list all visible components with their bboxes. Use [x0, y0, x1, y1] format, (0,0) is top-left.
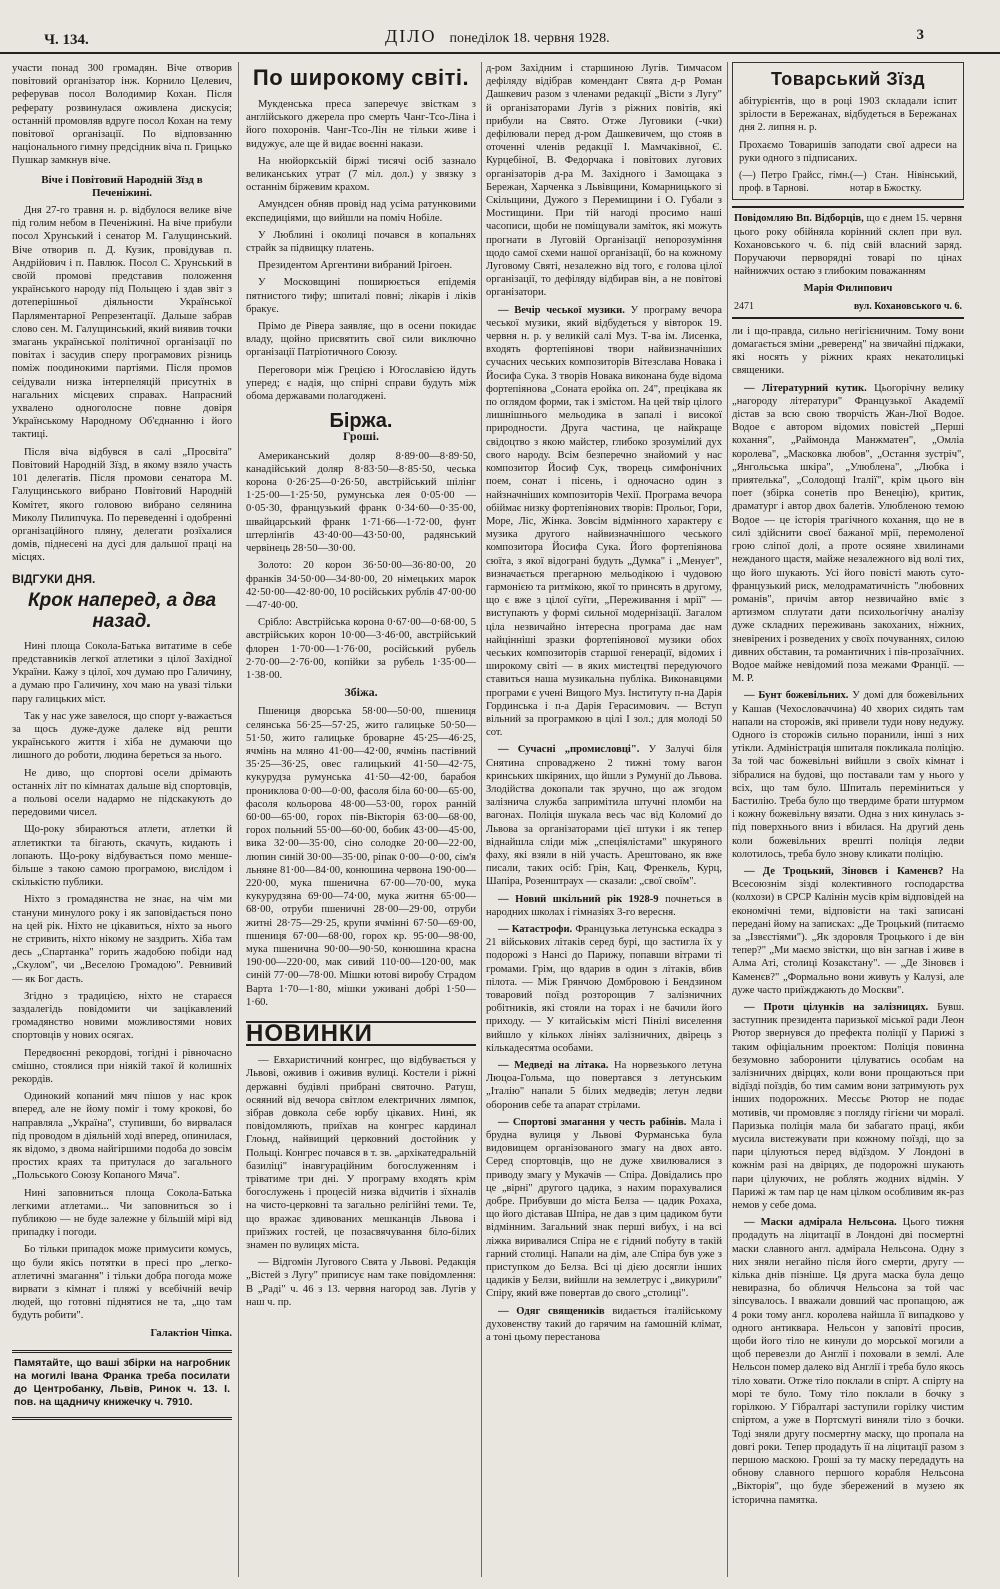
issue-number: Ч. 134. [44, 32, 89, 48]
news-item-title: — Сучасні „промисловці". [498, 744, 640, 756]
article-subheading: Віче і Повітовий Народній Зїзд в Печеніжині. [41, 173, 203, 199]
news-item-text: На Всесоюзнім зізді колективного господарства (колхози) в СРСР Калінін мусів крім відповідей на економічні теми, відповісти на такі записані передані йому на записках: „Де Троцький (питаємо за „Ізвєстіями"). „Як здоровля Троцького і де він тепер?" „Ми маємо звістки, що він загнав і живе в Алма Аті, столиці Козакстану". — „Де Зіновєв і Каменєв?" „Формально вони живуть у Калузі, але дуже часто приїжджають до Москви". [732, 865, 964, 996]
column-2 [246, 62, 476, 1582]
news-item-text: У домі для божевільних у Кашав (Чехословаччина) 40 хворих сидять там напали на сторожів, які привели туди нову недужу. Одного із сторожів сильно поранили, інші з них утікли. Адміністрація шпиталя покликала поліцію. За той час божевільні вийшли з своїх кімнат і зібралися на будові, що поставали там у нього у всіх, що там було. Шпиталь переміниться у Бастилію. Треба було що твердиме брати штурмом і кожну божевільну вязати. Одна з них кинулась з-під поверхнього вниз і вбилася. На другий день коли божевільних врешті поліція ледви колотилось, треба було знову кликати поліцію. [732, 690, 964, 860]
advert-text: абітурієнтів, що в році 1903 складали іспит зрілости в Бережанах, відбудеться в Бережанах дня 2. липня н. р. [739, 96, 957, 134]
article-headline: По широкому світі. [252, 65, 470, 90]
news-item: ли і що-правда, сильно негігієничним. Тому вони домагається зміни „реверенд" на звичайні піджаки, які носять у ріжних краях некатолицькі священики. [732, 325, 964, 377]
news-item-title: — Маски адмірала Нельсона. [744, 1217, 897, 1229]
column-divider [481, 62, 482, 1577]
news-item-title: — Бунт божевільних. [744, 690, 849, 702]
news-item-text: Французька летунська ескадра з 21 військових літаків серед бурі, що застигла їх у подорожі з Нансі до Парижу, попавши вітрами ті громами. Грім, що вдарив в один з літаків, вбив пілота. — Між Грянчою Домбровою і Бендзином товаровий поїзд розторощив 7 залізничних робітників, які стояли на торах і не бачили його приходу. — У китайськім місті Пінілі виселення вийшло у кількох лініях залізничних, двірець з кількадесятма особами. [486, 924, 722, 1054]
shop-notice-title: Повідомляю Вп. Відборців, [734, 213, 864, 225]
notice-text: Памятайте, що ваші збірки на нагробник на могилі Івана Франка треба посилати до Центробанку, Львів, Ринок ч. 13. І. пов. на щадничу книжечку ч. 7910. [14, 1356, 230, 1408]
issue-date: понеділок 18. червня 1928. [449, 31, 610, 46]
news-item-text: Цьогорічну велику „нагороду літератури" Французької Академії дістав за всю свою творчість Жан-Люї Водое. Водое є автором відомих повістей „Перші кохання", „Раймонда Манжматен", „Омліа королева", „Масковка любов", „Остання зустріч", „Янгольська шкіра", „Улюблена", „Любка і приятелька", „Солодощі Італії", крім цього він поет (збірка сонетів про Венецію), критик, драматург і автор двох балетів. Улюбленою темою Водое — це історія трагічного кохання, що не в силі здійснити своєї бажаної мрії, перемоленої грою сліпої долі, а проте осяяне хвилинами нежданого щастя, майже незалежного від волі тих, що його шукають. Усі його повісті мають суто-французький риск, мелодраматичність "любовних романів", причім автор незвичайно вміє з артизмом сплутати дати психольогічну аналізу дуже складних переживань закоханих, ніжних, зневірених і розведених у своїх почуваннях, силою дивних обставин, та романтичних і пів-прозаїчних. Водое майже невідомий поза межами Франції. — М. Р. [732, 382, 964, 685]
article-paragraph: Не диво, що спортові осели дрімають останніх літ по кімнатах дальше від спортовців, а польові осели надармо не підскакують до передовими чисел. [12, 767, 232, 819]
news-item-text: На норвезького летуна Люцоа-Гольма, що повертався з летунським „Італію" напали 5 білих медведів; летун ледви оборонив себе та апарат стрілами. [486, 1060, 722, 1111]
newspaper-name: ДІЛО [385, 26, 437, 46]
news-item [732, 1001, 964, 1212]
advert-signature: (—) Петро Грайсс, гімн. проф. в Тарнові. [739, 170, 850, 195]
news-item: Мукденська преса заперечує звісткам з англійського джерела про смерть Чанг-Тсо-Ліна і його похоронів. Чанг-Тсо-Лін не тільки живе і видужує, але ще й видає воєнні накази. [246, 99, 476, 150]
advert-signature: (—) Стан. Нівінський, нотар в Бжостку. [849, 170, 957, 195]
news-item-text: видається італійському духовенству такий до гарячим на ґамошній клімат, а тоні цьому перестанова [486, 1305, 722, 1344]
shop-notice-number: 2471 [734, 300, 754, 312]
exchange-silver: Срібло: Австрійська корона 0·67·00—0·68·00, 5 австрійських корон 10·00—3·46·00, австрійський флорен 1·70·00—1·76·00, російський рубель 2·70·00—2·76·00, копійки за рубель 1·35·00—1·38·00. [246, 617, 476, 681]
column-4 [732, 62, 964, 1582]
news-item-title: — Вечір чеської музики. [498, 304, 625, 316]
news-item [732, 689, 964, 861]
shop-notice-footer [734, 300, 962, 313]
news-item: У Московщині поширюється епідемія пятнистого тифу; шпиталі повні; лікарів і ліків бракує. [246, 277, 476, 315]
news-item: У Люблині і околиці почався в копальнях страйк за підвищку платень. [246, 229, 476, 255]
author-signature: Галактіон Чіпка. [150, 1327, 232, 1339]
news-item-title: — Де Троцький, Зіновєв і Каменєв? [744, 865, 944, 877]
advert-text: Прохаємо Товаришів заподати свої адреси на руки одного з підписаних. [739, 139, 957, 164]
column-divider [238, 62, 239, 1577]
news-item-title: — Медведі на літака. [498, 1060, 609, 1072]
news-item: — Відгомін Лугового Свята у Львові. Редакція „Вістей з Лугу" приписує нам таке повідомлення: В „Раді" ч. 46 з 13. червня нагород зав. Лугів у наш ч. пр. [246, 1257, 476, 1308]
news-item [486, 923, 722, 1055]
news-item [486, 1059, 722, 1112]
news-section-heading: НОВИНКИ [246, 1021, 476, 1046]
exchange-money: Американський доляр 8·89·00—8·89·50, канадійський доляр 8·83·50—8·85·50, чеська корона 0·26·25—0·26·50, австрійський шілінг 1·25·00—1·25·50, румунська лея 0·05·00 —0·05·30, французький франк 0·34·60—0·35·00, швайцарський франк 1·71·66—1·72·00, фунт штерлінґів 43·40·00—43·50·00, радянський червінець 28·50—30·00. [246, 450, 476, 555]
shop-notice [732, 206, 964, 318]
column-1 [12, 62, 232, 1582]
shop-notice-signature: Марія Филипович [803, 283, 893, 295]
shop-notice-text [734, 212, 962, 278]
news-item-title: — Катастрофи. [498, 924, 573, 935]
news-item: Амундсен обняв провід над усіма ратунковими експедиціями, що вийшли на поміч Нобіле. [246, 199, 476, 224]
news-item-title: — Спортові змагання у честь рабінів. [498, 1116, 687, 1128]
article-headline: Крок наперед, а два назад. [27, 589, 217, 632]
reunion-advert [732, 62, 964, 200]
news-item: Переговори між Грецією і Югославією йдуть уперед; є надія, що спірні справи будуть між обома державами полагоджені. [246, 364, 476, 403]
article-paragraph: Після віча відбувся в салі „Просвіта" Повітовий Народній Зїзд, в якому взяло участь 101 делегатів. Після промови сенатора М. Галущинського вибрано Повітовий Народній Комітет, якого головою вибрано селянина Миколу Пилипчука. По переведенні і одобренні організаційного пляну, делегати розїхалися домів, піднесені на дусі для дальшої праці на місцях. [12, 446, 232, 564]
page-number: 3 [916, 27, 924, 43]
news-item [732, 1216, 964, 1506]
column-3 [486, 62, 722, 1582]
shop-notice-address: вул. Кохановського ч. 6. [853, 300, 962, 312]
exchange-heading: Біржа. [329, 410, 393, 433]
news-item-title: — Новий шкільний рік 1928-9 [498, 893, 659, 905]
advert-title: Товарський Зїзд [770, 69, 926, 89]
article-paragraph: Передвоєнні рекордові, тогідні і рівночасно смішно, стоялися при ніякій такої й колишніх рекордів. [12, 1047, 232, 1086]
news-item-text: Цього тижня продадуть на ліцитації в Лондоні дві посмертні маски славного англ. адмірала Нельсона. Одну з них зняли негайно після його смерти, другу — кілька днів пізніше. Ця друга маска була дещо невиразна, бо обличчя Нельсона за той час зіпсувалось. І вважали довший час пропащою, аж 4 роки тому англ. королева найшла її випадково у одного антиквара. Нельсон у заповіті просив, щоби його тіло не кинули до морської могили а щоб перевезли до Англії і поховали в землі. Але Нельсон помер далеко від Англії і треба було якось тіло ховати. Отже тіло поклали в спірт. А спірту на морі те було. Тому тіло поклали в бочку з горілкою. У Гібралтарі заступили горілку чистим спіртом, а уже в Портсмуті виняли тіло з бочки. Тоді зняли другу посмертну маску, що пропала на довгі роки. Тепер продадуть її на ліцитації разом з першою маскою. Гроші за ту маску передадуть на обнову славного першого корабля Нельсона „Вікторія", що буде збережений в музею як історична памятка. [732, 1217, 964, 1506]
article-paragraph: участи понад 300 громадян. Віче отворив повітовий організатор інж. Корнило Целевич, реферував посол Володимир Кохан. Після реферату розвинулася оживлена дискусія; останній промовляв вдруге посол Кохан на тему повітової організації. По відповзанню національного гимну предсідник віча п. Грицько Пушкар замкнув віче. [12, 63, 232, 167]
news-item: — Евхаристичний конгрес, що відбувається у Львові, оживив і оживив вулиці. Костели і ріжні державні будівлі прибрані святочно. Ратуш, осяяний від вечора світлом електричних лямпок, зібрав довкола себе юрбу цікавих. Нині, як повідомляють, приїхав на конгрес кардинал Глоьнд, найвищий церковний достойник у Польщі. Конгрес почався в т. зв. „архікатедральній базиліці" інавгураційним богослуженням і тріватиме три дні. У програму входять крім богослужень і процесій низка відчитів і зїхналів на чисто-церковні та загально релігійні теми. Те, що вражає здивованих мешканців Львова і приїзжих гостей, це позасвячування біло-білих знамен по вулицях міста. [246, 1055, 476, 1252]
news-item-text: Мала і брудна вулиця у Львові Фурманська була видовищем організованого змагу на двох авто. Серед спортовців, що не дуже хвилювалися з приводу змагу у Мукачів — Спіра. Довідались про це „вірні" другого цадика, з нахим порахувалися добре. Прибувши до міста Белза — цадик Рохаха, що його діставав Шпіра, не дав з цим цадиком бути відмінним. Загальний знак перші вибух, і на всі ліжка виривалися Спіра не є гідний побуту в такій гарний столиці. Напали на дім, але Спіра був уже з приступком до Белза. Всі ці дією досягли інших цадиків у Белзи, вийшли на землетрус і „викурили" Спіру, який вже повертав до свого „столиці". [486, 1116, 722, 1300]
news-item-text: У Залучі біля Снятина спроваджено 2 тижні тому вагон кринських шкіряних, що йшли з Румунії до Львова. Злодійства докопали так зручно, що аж згодом залізнича служба запримітила штучні пломби на вагонах. Поліція шукала весь час від Коломиї до Львова за організаторами цієї штуки і як тепер віднайшла сліди між „спеціялістами" шкуряного фаху, які взяли в ній участь. Арештовано, як вже писали, таких осіб: Грін, Кац, Френкель, Курц, Шапіра, Розенштраух — сказали: „свої своїм". [486, 744, 722, 888]
exchange-grain: Пшениця дворська 58·00—50·00, пшениця селянська 56·25—57·25, жито галицьке 50·50—51·50, жито галицьке броварне 45·25—46·25, ячмінь на мляно 41·00—42·00, ячмінь пастівний 35·25—36·25, овес галицький 41·50—42·75, кукурудза румунська 41·50—42·00, барабоя прониклова 0·00—0·00, фасоля біла 60·00—65·00, фасоля кольорова 48·00—53·00, горох ранній 60·00—65·00, горох пів-Вікторія 63·00—68·00, горох польний 55·00—60·00, бобик 43·00—45·00, вика 32·00—35·00, сіно солодке 20·00—22·00, люпин синій 30·00—35·00, ріпак 0·00—0·00, сім'я льняне 81·00—84·00, конюшина червона 190·00—220·00, мука пшенична 67·00—70·00, мука кукурудзяна 69·00—74·00, мука житня 65·00—68·00, отруби пшеничні 28·00—29·00, отруби житні 28·75—29·25, крупи ячмінні 67·50—69·00, пшениця 67·00—68·00, горох кр. 95·00—98·00, мука пшенична 90·00—90·50, конюшина красна 190·00—220·00, мак сивий 110·00—120·00, мак синій 77·00—78·00. Мішки ютові виробу Страдом Варта 1·70—1·80, мішки уживані добрі 1·50—1·60. [246, 706, 476, 1008]
shop-notice-body: що є днем 15. червня цього року обійняла корінний склеп при вул. Кохановського ч. 6. під свій власний заряд. Поручаючи перворядні товарі по цінах найнижчих остаю з глибоким поважанням [734, 213, 962, 278]
exchange-subheading: Гроші. [342, 429, 380, 444]
section-label: ВІДГУКИ ДНЯ. [12, 571, 96, 586]
news-item [486, 304, 722, 740]
news-item-title: — Проти цілунків на залізницях. [744, 1002, 929, 1013]
news-item-text: У програму вечора чеської музики, який відбудеться у вівторок 19. червня н. р. у великій салі Муз. Т-ва ім. Лисенка, входять фортепіянові твори найвизначніших сучасних чеських композиторів Вітезслава Новака і Йосифа Сука. З творів Новака виконана буде відома фортепіянова „Соната еройка оп. 24", прецікава як по оглядом форми, так і змістом. На цей твір цілого лишнішнього мельодика в запалі і високої природности. Друга частина, це найкраще свідоцтво з якою майстер, глибоко зрозумілий дух свого народу. Всім безперечно знайомий у нас композитор Йосиф Сук, творець симфонічних поем, сонат і пісень, і одночасно один з найзначніших композиторів Чехії. Програма вечора обіймає низку фортепіянових творів: Прольог, Гори, Море, Ліс, Жінка. Зовсім відмінного характеру є музика другого найвизначнішого чеського композитора Йосифа Сука. Його фортепіянова сюїта, з якої відограні будуть „Думка" і „Менует", визначається прегарною мельодікою і чудовою гармонією та ритмікою, якої то принсять в другому, що є вже з цілої суїти, „Переживання і мрії" — виступають у формі сильної модернізації. Загалом ціла незвичайно інтересна програма дає нам найцінніші зразки фортепіянової музики обох чеських композиторів старшої генерації, відомих і широкому світі — в яких мистецтві передуючого ставиться наша музикальна публіка. Виконавцями програми є учені Вищого Муз. Інституту п-на Дарія Гординська і п-а Дарія Герасимович. — Вступ вільний за програмкою в цілі І зол.; для молоді 50 сот. [486, 304, 722, 739]
column-divider [727, 62, 728, 1577]
news-item-text: почнеться в народних школах і гімназіях 3-го вересня. [486, 893, 722, 918]
article-paragraph: Нині площа Сокола-Батька витатиме в себе представників легкої атлетики з цілої Західної України. Кажу з цілої, хоч думаю про Галичину, а думаю про Галичину, хоч маю на увазі тільки пару галицьких міст. [12, 640, 232, 705]
news-item: д-ром Західним і старшиною Лугів. Тимчасом дефіляду відібрав комендант Свята д-р Роман Дашкевич разом з членами редакції „Вісти з Лугу" й організаторами Лугів з ріжних повітів, які прибули на Свято. Отже Луговики (-чки) дефілювали перед д-ром Дашкевичем, що стояв в оточенні членів редакції І. Мамчаківної, Є. Курцебіної, В. Федорчака і повітових лугових організаторів д-ра М. Західного і Замощака з Бережан, Харченка з Львівщини, Комарницького зі Скільщини, Дужого з Перемищини і О. Губали з Мостищини. При тій нагоді просимо наші часописи, щоби не поміщували заміток, які можуть прогнати в Луговій Організації непорозуміння щодо самої схеми нашої організації, бо на кожному Луговому Святі, незалежно від того, є голова цілої організації, то дефіляду відбирав він, а не повітові організатори. [486, 63, 722, 299]
news-item [486, 1305, 722, 1345]
news-item [732, 382, 964, 686]
news-item-title: — Одяг священиків [498, 1305, 605, 1317]
franko-notice [12, 1350, 232, 1420]
article-paragraph: Дня 27-го травня н. р. відбулося велике віче під голим небом в Печеніжині. На віче прибули посол Хрунський і сенатор М. Галущинський. Віче отворив п. Д. Кузик, провідував п. Андрійович і п. Павлюк. Посол С. Хрунський в своїй промові представив положення українського народу під Польщею і здав звіт з дотеперішньої діяльности Української Парляментарної Репрезентації. Дальше забрав слово сен. М. Галущинський, який виявив точки змагань української політичної організації по повітах і засудив сперу програмових різниць поміж поодинокими партіями. Після промов сеідували низка інтерпеляцій присутніх в нагальних місцевих справах. Напрасний ухвалено одноголосне повне довіря Українському Народному Об'єднанню і його тактиці. [12, 205, 232, 441]
article-paragraph: Нині заповниться площа Сокола-Батька легкими атлетами... Чи заповниться зо і публикою — не буде залежне у більшій мірі від припадку і погоди. [12, 1187, 232, 1239]
grain-heading: Збіжа. [344, 685, 378, 700]
news-item: Президентом Аргентини вибраний Ірігоен. [258, 260, 453, 272]
news-item: Прімо де Рівера заявляє, що в осени покидає владу, щойно присвятить свої сили виключно організації Патріотичного Союзу. [246, 321, 476, 359]
news-item [486, 743, 722, 888]
article-paragraph: Що-року збираються атлети, атлетки й атлетиктки та бігають, скачуть, кидають і лопають. Що-року відбувається помо менше-більше з такою самою програмою, вислідом і скількістю публики. [12, 824, 232, 889]
article-paragraph: Ніхто з громадянства не знає, на чім ми стануни минулого року і як заповідається поно на цей рік. Ніхто не цікавиться, ніхто за нього не стривить, ніхто нікому не заздрить. Хіба там десь „Спартанка" горить жадобою побіди над „Скулом", чи „Веселою Громадою". Ревнивий — як Бог дасть. [12, 894, 232, 985]
newspaper-title [385, 26, 610, 47]
news-item [732, 865, 964, 997]
article-paragraph: Одинокий копаний мяч пішов у нас крок вперед, але не йому поміг і тому крокові, бо направляла „Україна", ступивши, бо вирвалася під проводом в діяльній ході вперед, опинилася, як відомо, з двома найгіршими подоба до зовсім простих краях та притулася до загального „Польського Союзу Копаного Мяча". [12, 1091, 232, 1182]
article-paragraph: Бо тільки припадок може примусити комусь, що були якісь потятки в пресі про „легко-атлетичні змагання" і тільки добра погода може вирвати з кімнат і пляжі у всебічній вечір людей, що готовні піднятися не та, „що там будуть робити". [12, 1244, 232, 1322]
news-item-text: Бувш. заступник президента паризької міської ради Леон Рютор звернувся до префекта поліції у Парижі з таким офіціальним проектом: Поліція повинна безумовно заборонити цілуватись особам на залізничних двірцях, коли вони прощаються при відїзді поїздів, бо тим самим вони затримують рух інших подорожних. Мессьє Рютор не подає мотивів, чи промовляє з погляду гігієни чи моралі. Паризька поліція мала би забагато праці, якби мусила вистежувати при кожному поїзді, що за пари цілуються перед відїздом. У Лондоні в кожнім разі на двірцях, де подорожні шукають пари цілуючих, не роблять жодних відмін. У Парижі ж там пар це нам цілком особливим як-раз немов у себе дома. [732, 1002, 964, 1212]
news-item [486, 893, 722, 919]
news-item [486, 1116, 722, 1301]
masthead [0, 18, 1000, 54]
exchange-gold: Золото: 20 корон 36·50·00—36·80·00, 20 франків 34·50·00—34·80·00, 20 німецьких марок 42·50·00—42·80·00, 10 російських рублів 47·00·00—47·40·00. [246, 560, 476, 611]
news-item: На нюйоркській біржі тисячі осіб зазнало великанських утрат (7 міл. дол.) у звязку з останнім біржевим крахом. [246, 155, 476, 194]
article-paragraph: Згідно з традицією, ніхто не стараєся заздалегідь повідомити чи зацікавлений громадянство новими можливостями нових спортовців у нових осягах. [12, 990, 232, 1042]
news-item-title: — Літературний кутик. [744, 382, 867, 394]
advert-signatures [739, 169, 957, 195]
article-paragraph: Так у нас уже завелося, що спорт у-важається за щось дуже-дуже далеке від решти українського життя і хіба не думаючи що лишного до роботи, людина береться за нього. [12, 710, 232, 762]
